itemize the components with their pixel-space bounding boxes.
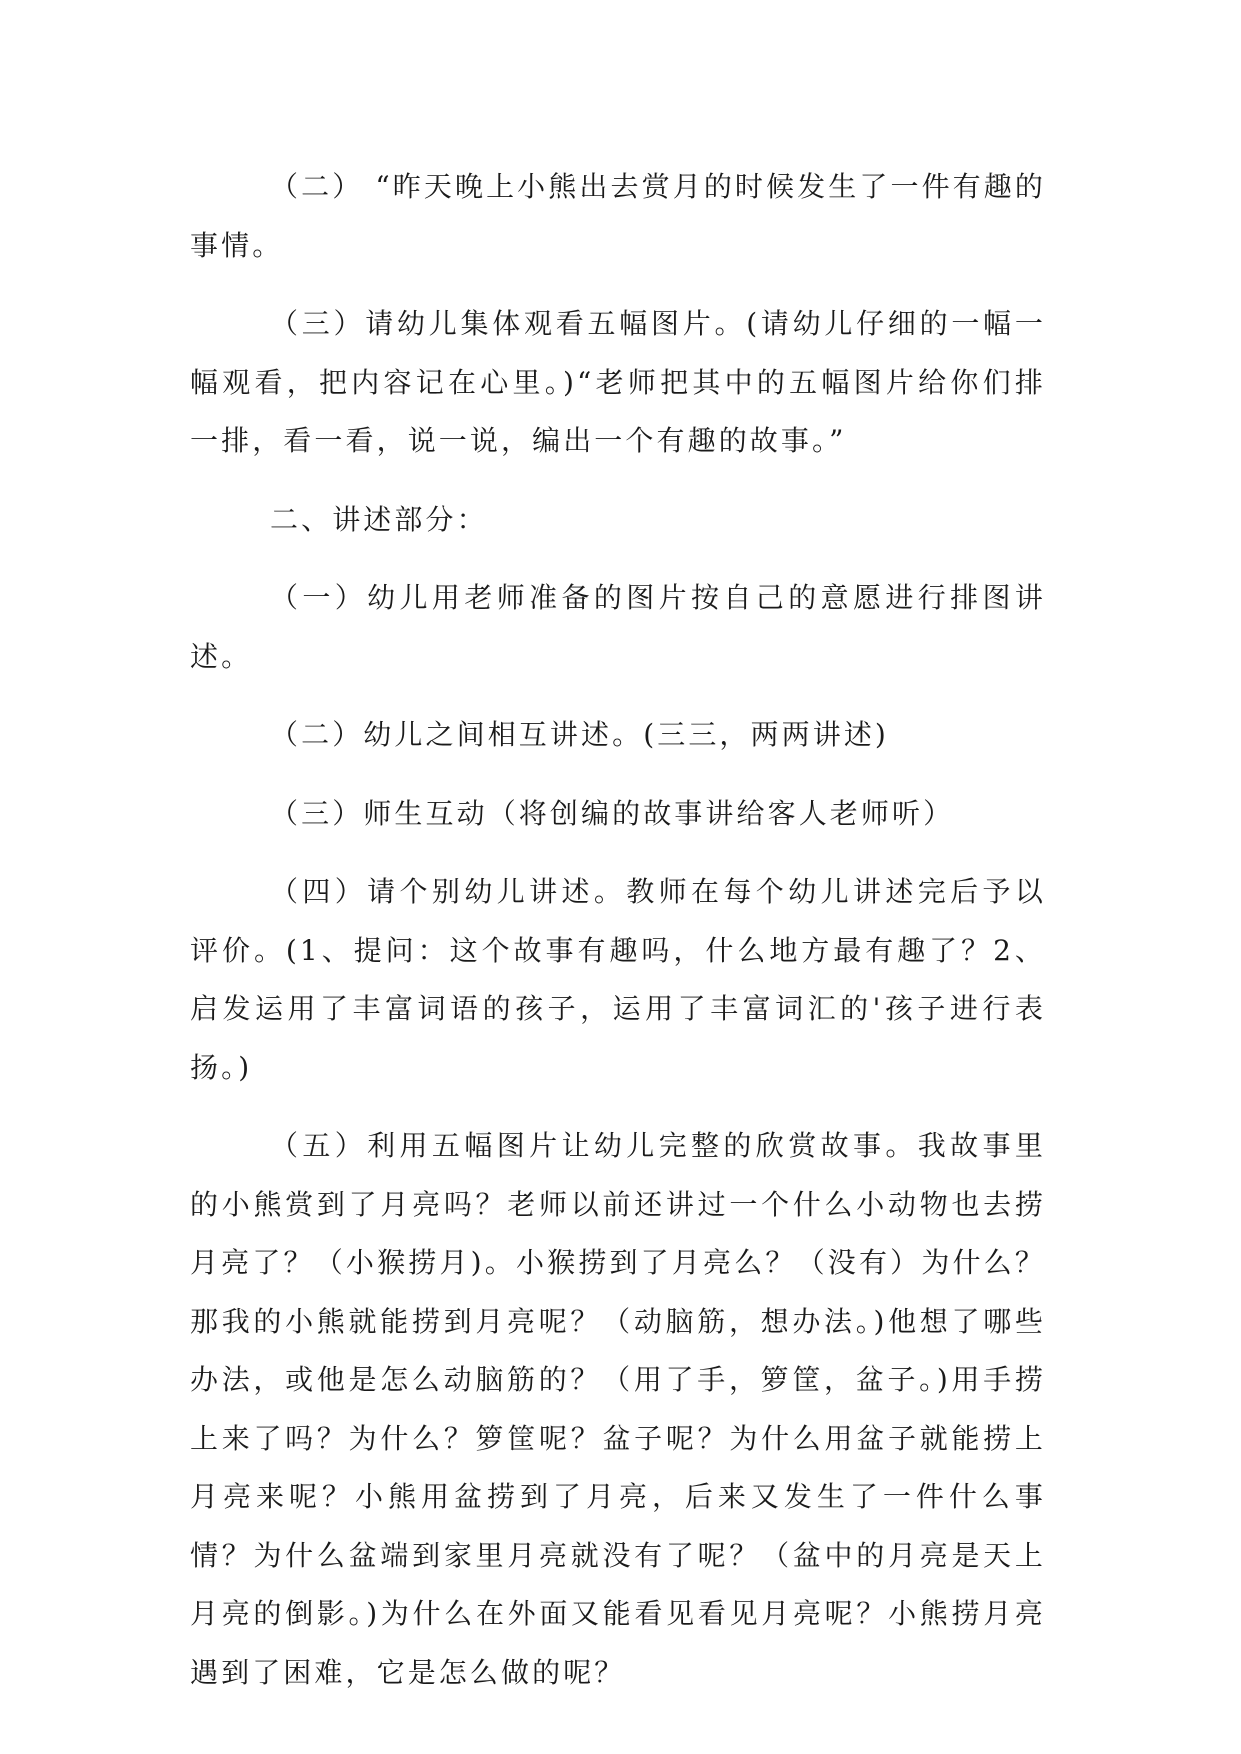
paragraph-part2-item4: （四）请个别幼儿讲述。教师在每个幼儿讲述完后予以评价。(1、提问：这个故事有趣吗，什么地方最有趣了？2、启发运用了丰富词语的孩子，运用了丰富词汇的'孩子进行表扬。) <box>190 875 1046 1084</box>
paragraph-part1-item2: （二） “昨天晚上小熊出去赏月的时候发生了一件有趣的事情。 <box>190 170 1046 262</box>
paragraph-part2-item3: （三）师生互动（将创编的故事讲给客人老师听） <box>270 796 955 830</box>
document-page <box>190 158 1046 1722</box>
paragraph-part2-item1: （一）幼儿用老师准备的图片按自己的意愿进行排图讲述。 <box>190 581 1046 673</box>
paragraph-part1-item3: （三）请幼儿集体观看五幅图片。(请幼儿仔细的一幅一幅观看，把内容记在心里。)“老师把其中的五幅图片给你们排一排，看一看，说一说，编出一个有趣的故事。” <box>190 307 1046 457</box>
paragraph-part2-item2: （二）幼儿之间相互讲述。(三三，两两讲述) <box>270 718 889 751</box>
section-heading-narration: 二、讲述部分： <box>270 502 488 536</box>
paragraph-part2-item5: （五）利用五幅图片让幼儿完整的欣赏故事。我故事里的小熊赏到了月亮吗？老师以前还讲过一个什么小动物也去捞月亮了？（小猴捞月)。小猴捞到了月亮么？（没有）为什么？那我的小熊就能捞到月亮呢？（动脑筋，想办法。)他想了哪些办法，或他是怎么动脑筋的？（用了手，箩筐，盆子。)用手捞上来了吗？为什么？箩筐呢？盆子呢？为什么用盆子就能捞上月亮来呢？小熊用盆捞到了月亮，后来又发生了一件什么事情？为什么盆端到家里月亮就没有了呢？（盆中的月亮是天上月亮的倒影。)为什么在外面又能看见看见月亮呢？小熊捞月亮遇到了困难，它是怎么做的呢？ <box>190 1129 1046 1689</box>
